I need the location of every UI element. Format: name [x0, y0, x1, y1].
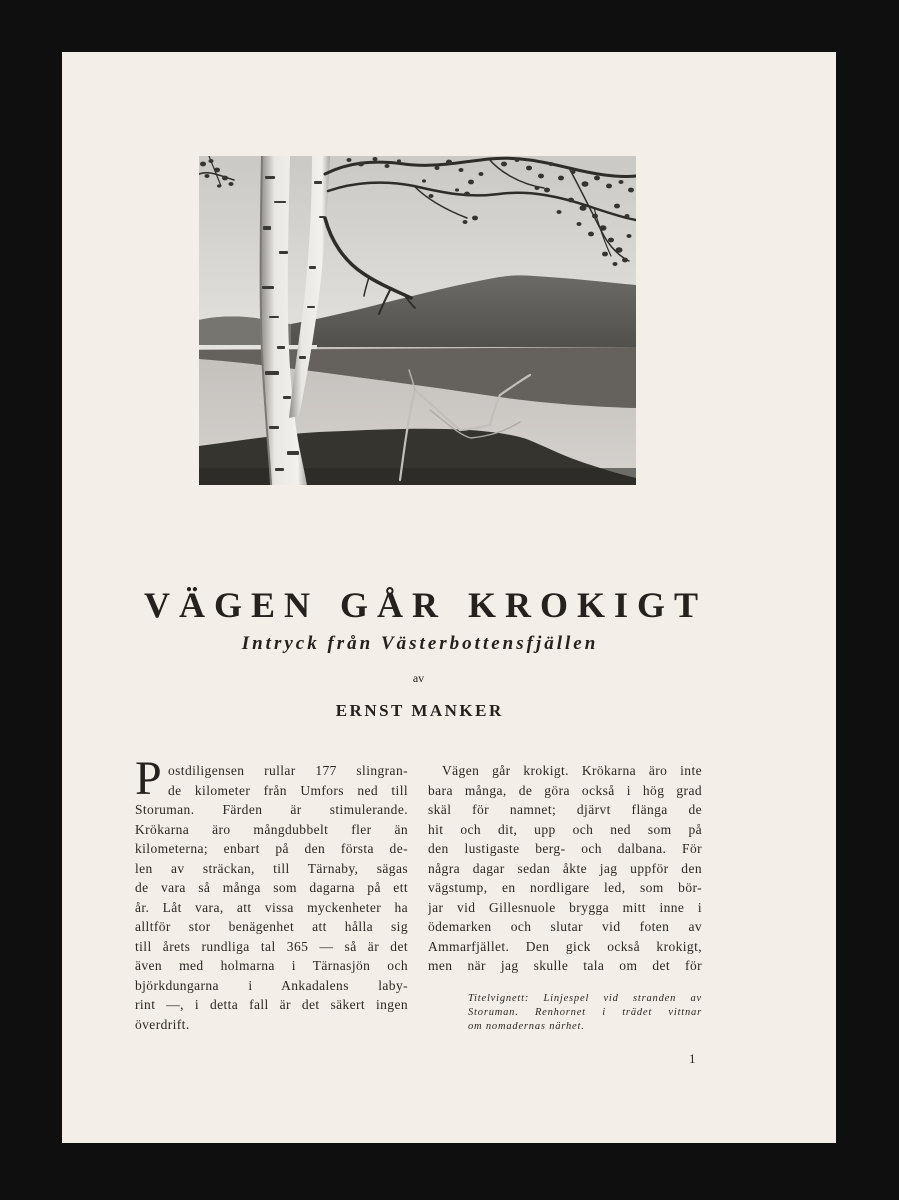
article-title: VÄGEN GÅR KROKIGT	[144, 585, 708, 625]
leaf	[544, 188, 550, 193]
leaf	[385, 164, 390, 168]
text-line: alltför stor benägenhet att hålla sig	[135, 919, 408, 934]
leaf	[568, 198, 574, 203]
leaf	[464, 192, 470, 197]
byline-prefix: av	[412, 671, 425, 685]
bark-mark	[307, 306, 315, 308]
bark-mark	[287, 451, 299, 455]
text-line: år. Låt vara, att vissa myckenheter ha	[135, 899, 408, 915]
text-line: överdrift.	[135, 1016, 190, 1032]
leaf	[614, 204, 620, 209]
leaf	[429, 194, 434, 198]
text-line: Ammarfjället. Den gick också krokigt,	[428, 938, 702, 954]
bark-mark	[314, 181, 322, 184]
leaf	[535, 186, 540, 190]
leaf	[602, 252, 608, 257]
title-vignette-photo	[199, 156, 636, 485]
text-line: Krökarna äro mångdubbelt fler än	[135, 821, 408, 837]
document-page	[62, 52, 836, 1143]
text-line: Storuman. Färden är stimulerande.	[135, 802, 408, 817]
bark-mark	[263, 226, 271, 230]
leaf	[613, 262, 618, 266]
foreground-shadow	[199, 468, 636, 485]
text-column-right	[428, 761, 702, 976]
leaf	[229, 182, 234, 186]
leaf	[347, 158, 352, 162]
article-subtitle: Intryck från Västerbottensfjällen	[241, 633, 599, 654]
leaf	[538, 174, 544, 179]
text-line: hit och dit, upp och ned som på	[428, 821, 702, 837]
bark-mark	[283, 396, 291, 399]
text-line: några dagar sedan åkte jag uppför den	[428, 860, 702, 876]
leaf	[616, 247, 623, 253]
leaf	[577, 222, 582, 226]
leaf	[217, 184, 221, 187]
leaf	[435, 166, 440, 170]
leaf	[627, 234, 632, 238]
leaf	[592, 214, 598, 219]
leaf	[594, 176, 600, 181]
leaf	[571, 170, 576, 174]
leaf	[628, 188, 634, 193]
bark-mark	[269, 426, 279, 429]
text-line: bara många, de göra också i hög grad	[428, 782, 702, 798]
lakeside-birch-picture	[199, 156, 636, 485]
leaf	[582, 181, 589, 187]
leaf	[600, 225, 607, 231]
leaf	[501, 162, 507, 167]
leaf	[588, 232, 594, 237]
leaf	[606, 184, 612, 189]
leaf	[358, 162, 364, 167]
bark-mark	[309, 266, 316, 269]
leaf	[557, 210, 562, 214]
bark-mark	[275, 468, 284, 471]
caption-line: Storuman. Renhornet i trädet vittnar	[468, 1007, 702, 1018]
leaf	[472, 216, 478, 221]
leaf	[468, 180, 474, 185]
drop-cap: P	[135, 752, 163, 805]
leaf	[625, 214, 630, 218]
text-line: Vägen går krokigt. Krökarna äro inte	[442, 763, 702, 778]
leaf	[463, 220, 468, 224]
text-line: de kilometer från Umfors ned till	[168, 782, 408, 798]
text-line: björkdungarna i Ankadalens laby-	[135, 977, 408, 993]
bark-mark	[274, 201, 286, 203]
leaf	[558, 176, 564, 181]
leaf	[455, 188, 459, 191]
bark-mark	[265, 371, 279, 375]
text-line: till årets rundliga tal 365 — så är det	[135, 938, 408, 954]
text-line: ödemarken och slutar vid foten av	[428, 919, 702, 934]
bark-mark	[265, 176, 275, 179]
text-line: ostdiligensen rullar 177 slingran-	[168, 763, 408, 778]
leaf	[422, 179, 426, 182]
leaf	[205, 174, 210, 178]
text-column-left	[135, 752, 408, 1034]
bark-mark	[269, 316, 279, 318]
text-line: de vara så många som dagarna på ett	[135, 880, 408, 895]
leaf	[397, 159, 401, 162]
leaf	[622, 258, 628, 263]
photo-caption	[468, 992, 702, 1034]
leaf	[549, 162, 554, 166]
leaf	[209, 159, 214, 163]
text-line: vägstump, en nordligare led, som bör-	[428, 880, 702, 895]
text-line: skäl för namnet; djärvt flänga de	[428, 802, 702, 817]
leaf	[459, 168, 464, 172]
leaf	[222, 176, 228, 181]
bark-mark	[277, 346, 285, 349]
leaf	[526, 166, 532, 171]
leaf	[214, 168, 220, 173]
leaf	[479, 172, 484, 176]
caption-line: om nomadernas närhet.	[468, 1021, 585, 1032]
author-name: ERNST MANKER	[335, 701, 504, 720]
bark-mark	[262, 286, 274, 289]
text-line: men när jag skulle tala om det för	[428, 958, 702, 973]
leaf	[446, 160, 452, 165]
caption-line: Titelvignett: Linjespel vid stranden av	[468, 993, 702, 1004]
text-line: den lustigaste berg- och dalbana. För	[428, 841, 702, 856]
leaf	[619, 180, 624, 184]
leaf	[200, 162, 206, 167]
leaf	[515, 158, 520, 162]
text-line: kilometerna; enbart på den första de-	[135, 841, 408, 856]
page-number: 1	[689, 1051, 696, 1066]
text-line: även med holmarna i Tärnasjön och	[135, 958, 408, 973]
bark-mark	[279, 251, 288, 254]
leaf	[373, 157, 378, 161]
text-line: jar vid Gillesnuole brygga mitt inne i	[428, 899, 702, 915]
leaf	[608, 238, 614, 243]
text-line: rint —, i detta fall är det säkert ingen	[135, 997, 408, 1012]
bark-mark	[299, 356, 306, 359]
leaf	[580, 205, 587, 211]
text-line: len av sträckan, till Tärnaby, sägas	[135, 860, 408, 876]
